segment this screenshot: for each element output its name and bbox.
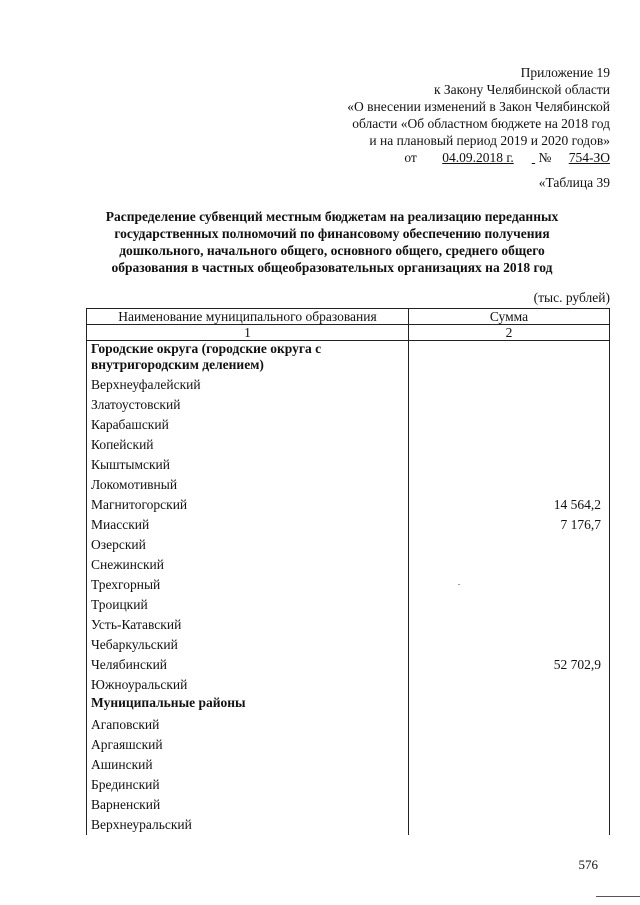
table-row [87, 775, 610, 795]
subsidy-amount [409, 375, 610, 395]
municipality-name: Чебаркульский [87, 635, 409, 655]
subsidy-amount [409, 435, 610, 455]
group-sum [409, 695, 610, 715]
column-number-1: 1 [87, 325, 409, 341]
subsidy-amount: 14 564,2 [409, 495, 610, 515]
law-date-number [290, 149, 610, 166]
document-title: Распределение субвенций местным бюджетам на реализацию переданных государственных полномочий по финансовому обеспечению получения дошкольного, начального общего, основного общего, среднего общего образования в частных общеобразовательных организациях на 2018 год [105, 209, 559, 275]
group-sum [409, 341, 610, 376]
table-row [87, 475, 610, 495]
table-row [87, 595, 610, 615]
number-label: № [538, 150, 552, 165]
subsidy-amount [409, 815, 610, 835]
table-row [87, 535, 610, 555]
subsidy-amount [409, 675, 610, 695]
group-row-urban-districts [87, 341, 610, 376]
table-row [87, 375, 610, 395]
law-number: 754-ЗО [568, 150, 610, 165]
subsidy-amount [409, 475, 610, 495]
municipality-name: Верхнеуральский [87, 815, 409, 835]
table-row [87, 515, 610, 535]
subsidy-amount [409, 715, 610, 735]
subsidy-amount [409, 775, 610, 795]
table-row [87, 655, 610, 675]
table-row [87, 575, 610, 595]
subsidy-table [86, 308, 610, 835]
subsidy-amount [409, 575, 610, 595]
municipality-name: Карабашский [87, 415, 409, 435]
units-label: (тыс. рублей) [533, 290, 610, 305]
municipality-name: Локомотивный [87, 475, 409, 495]
law-reference: к Закону Челябинской области [433, 82, 610, 97]
municipality-name: Миасский [87, 515, 409, 535]
table-row [87, 735, 610, 755]
appendix-title: Приложение 19 [520, 65, 610, 80]
appendix-header [290, 64, 610, 166]
subsidy-amount [409, 535, 610, 555]
subsidy-amount [409, 635, 610, 655]
subsidy-amount [409, 395, 610, 415]
law-name-line-1: «О внесении изменений в Закон Челябинской [347, 99, 610, 114]
subsidy-amount [409, 755, 610, 775]
municipality-name: Кыштымский [87, 455, 409, 475]
group-row-municipal-districts [87, 695, 610, 715]
municipality-name: Трехгорный [87, 575, 409, 595]
municipality-name: Златоустовский [87, 395, 409, 415]
subsidy-amount: 52 702,9 [409, 655, 610, 675]
scan-edge-line [596, 896, 640, 897]
table-row [87, 395, 610, 415]
municipality-name: Усть-Катавский [87, 615, 409, 635]
municipality-name: Агаповский [87, 715, 409, 735]
page-number: 576 [578, 857, 598, 872]
table-row [87, 715, 610, 735]
subsidy-amount [409, 615, 610, 635]
from-label: от [404, 150, 417, 165]
table-row [87, 755, 610, 775]
column-header-sum: Сумма [409, 309, 610, 325]
municipality-name: Южноуральский [87, 675, 409, 695]
law-name-line-2: области «Об областном бюджете на 2018 год [352, 116, 610, 131]
municipality-name: Копейский [87, 435, 409, 455]
subsidy-amount [409, 735, 610, 755]
municipality-name: Троицкий [87, 595, 409, 615]
municipality-name: Варненский [87, 795, 409, 815]
municipality-name: Аргаяшский [87, 735, 409, 755]
subsidy-amount: 7 176,7 [409, 515, 610, 535]
table-row [87, 555, 610, 575]
table-row [87, 675, 610, 695]
municipality-name: Ашинский [87, 755, 409, 775]
table-header-row [87, 309, 610, 325]
subsidy-amount [409, 595, 610, 615]
municipality-name: Верхнеуфалейский [87, 375, 409, 395]
table-row [87, 635, 610, 655]
law-date: 04.09.2018 г. [442, 150, 514, 165]
table-row [87, 415, 610, 435]
table-row [87, 435, 610, 455]
table-row [87, 455, 610, 475]
municipal-districts-rows [87, 715, 610, 835]
subsidy-amount [409, 415, 610, 435]
subsidy-amount [409, 555, 610, 575]
subsidy-amount [409, 795, 610, 815]
municipality-name: Челябинский [87, 655, 409, 675]
group-label: Городские округа (городские округа с внутригородским делением) [87, 341, 409, 376]
table-label: «Таблица 39 [538, 175, 610, 190]
municipality-name: Снежинский [87, 555, 409, 575]
table-row [87, 615, 610, 635]
law-name-line-3: и на плановый период 2019 и 2020 годов» [369, 133, 610, 148]
urban-districts-rows [87, 375, 610, 695]
subsidy-amount [409, 455, 610, 475]
table-row [87, 495, 610, 515]
column-number-2: 2 [409, 325, 610, 341]
table-row [87, 795, 610, 815]
table-row [87, 815, 610, 835]
group-label: Муниципальные районы [87, 695, 409, 715]
table-number-row [87, 325, 610, 341]
column-header-name: Наименование муниципального образования [87, 309, 409, 325]
law-number-gap [525, 149, 535, 166]
municipality-name: Магнитогорский [87, 495, 409, 515]
scan-speck [458, 584, 460, 585]
municipality-name: Озерский [87, 535, 409, 555]
municipality-name: Брединский [87, 775, 409, 795]
